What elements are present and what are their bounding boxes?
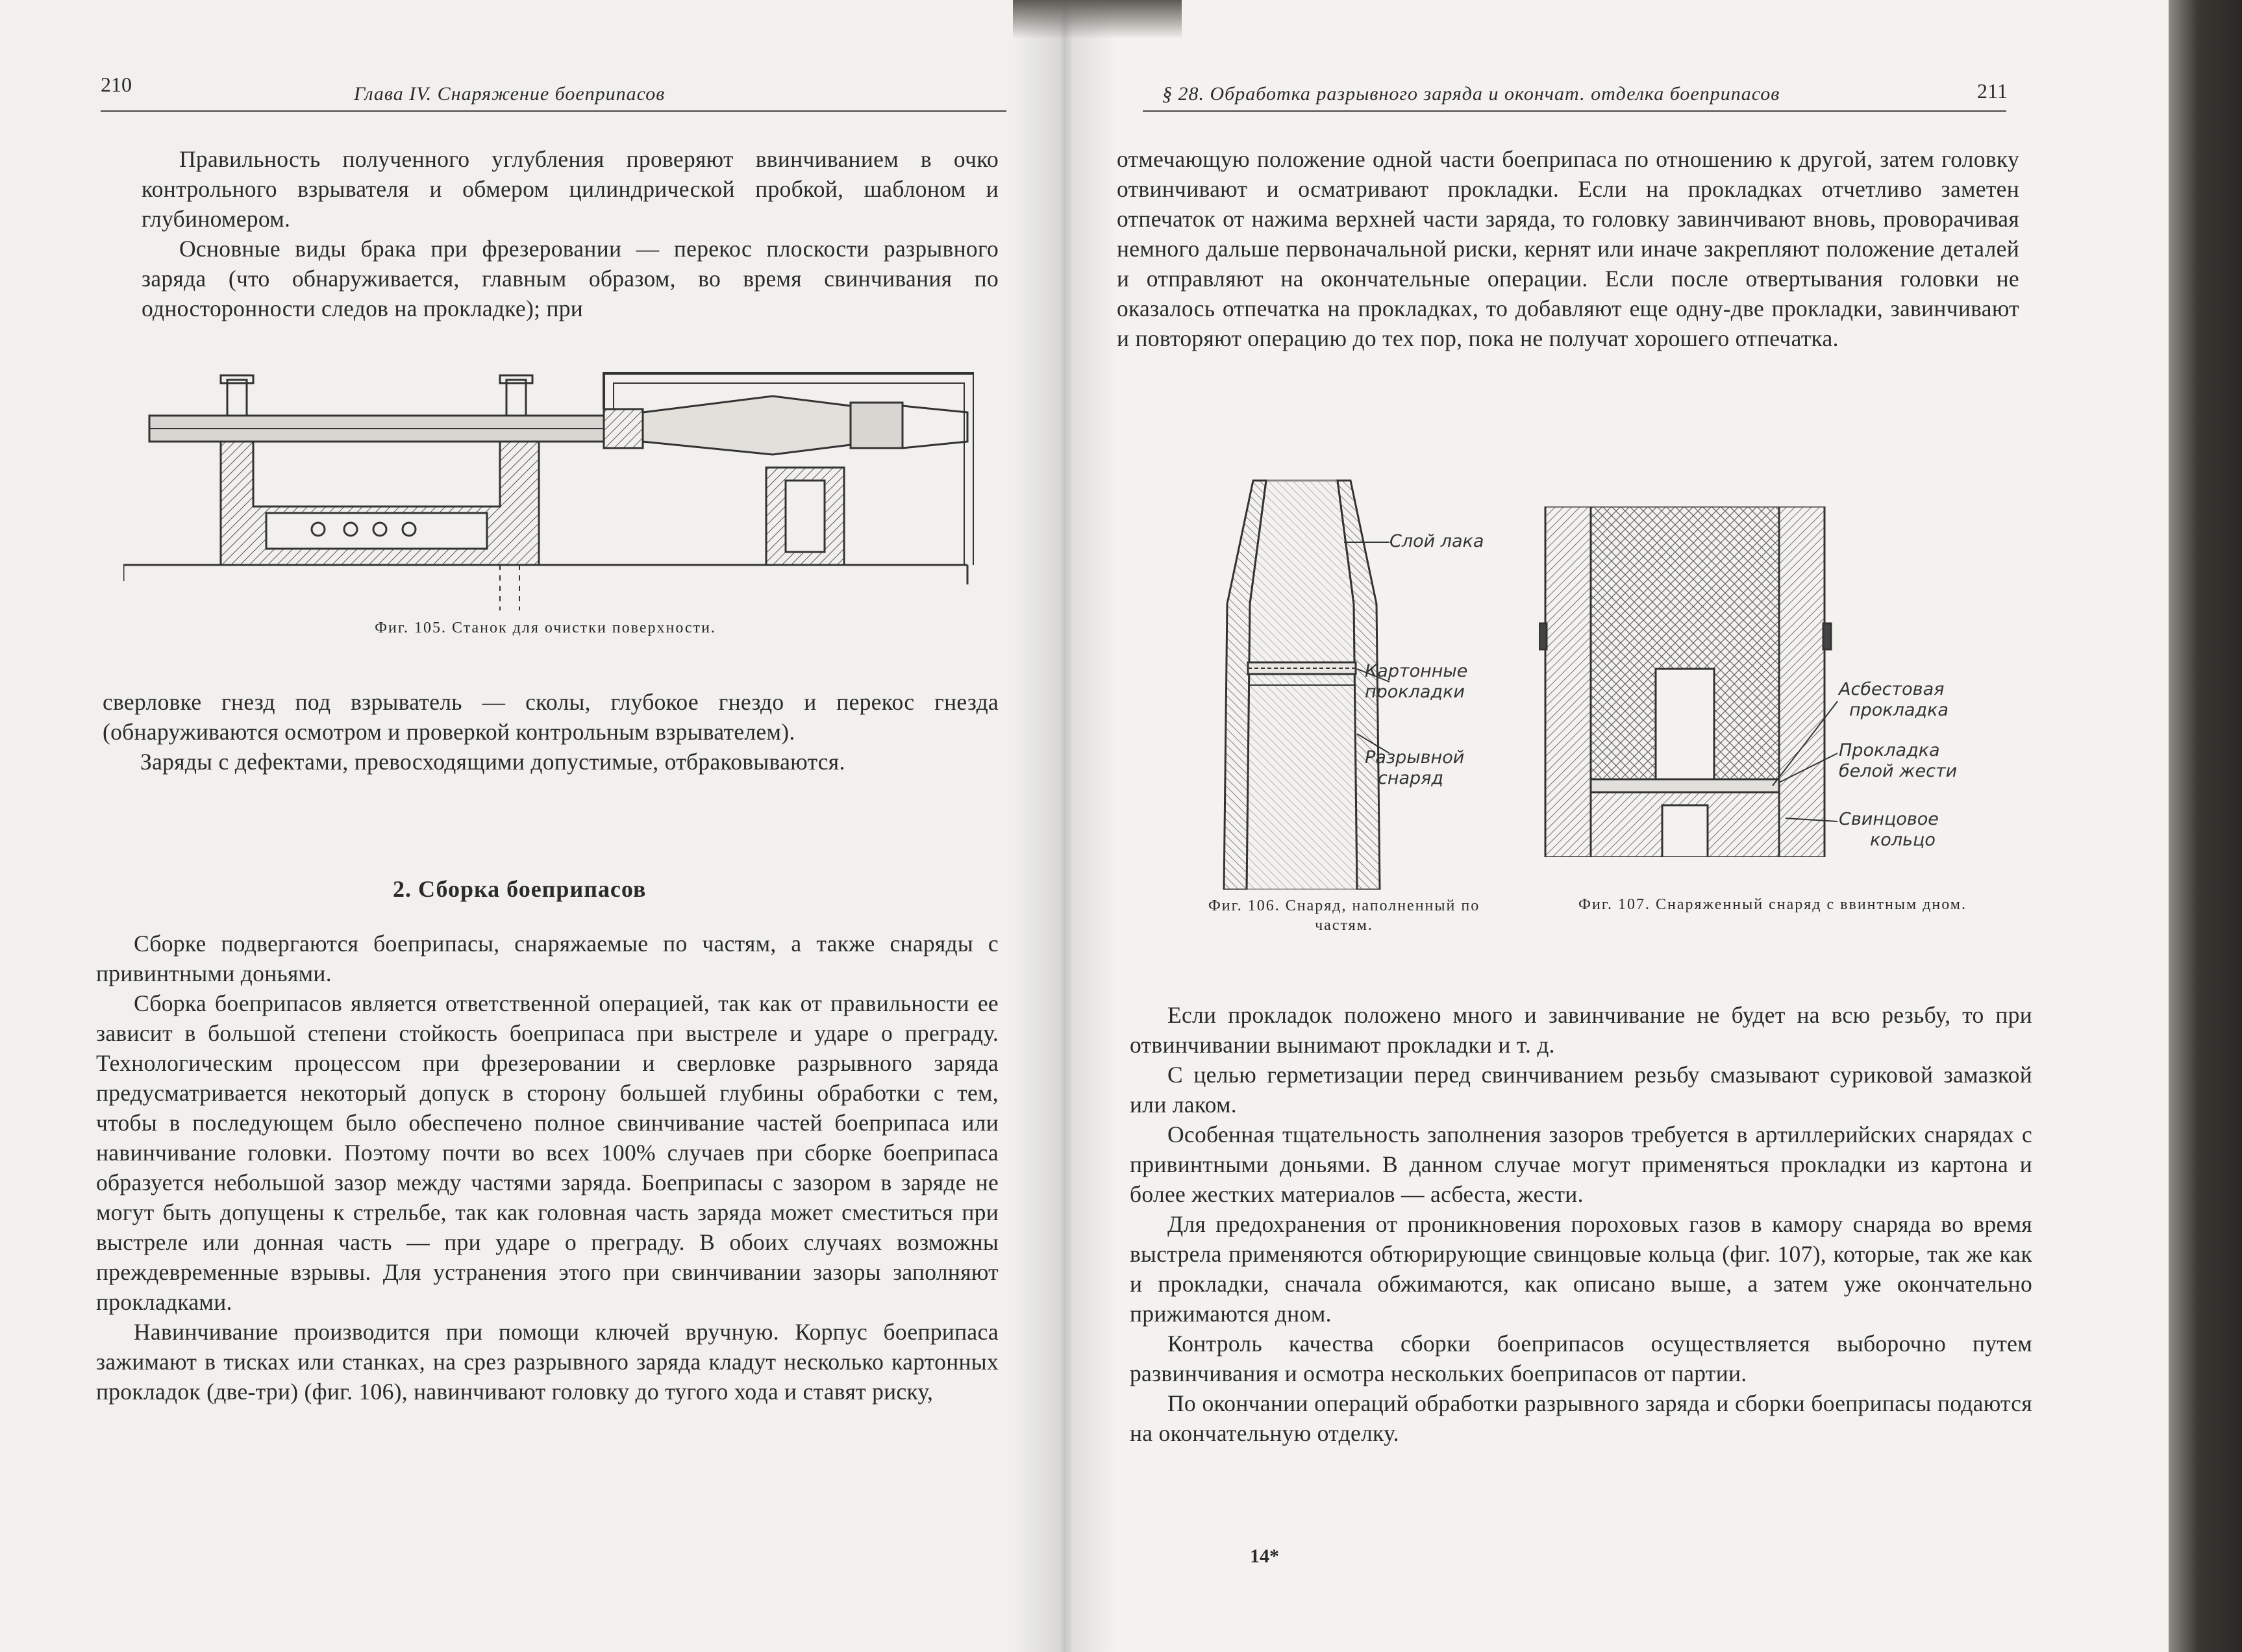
label-cardboard-pads-line2: прокладки bbox=[1365, 682, 1465, 702]
label-asbestos-pad-line2: прокладка bbox=[1849, 700, 1949, 720]
section-heading: 2. Сборка боеприпасов bbox=[393, 876, 647, 902]
paragraph: отмечающую положение одной части боеприпаса по отношению к другой, затем головку отвинчивают и осматривают прокладки. Если на прокладках отчетливо заметен отпечаток от нажима верхней части заряда, то головку завинчивают вновь, проворачивая немного дальше первоначальной риски, кернят или иначе закрепляют положение деталей и отправляют на окончательные операции. Если после отвертывания головки не оказалось отпечатка на прокладках, то добавляют еще одну-две прокладки, завинчивают и повторяют операцию до тех пор, пока не получат хорошего отпечатка. bbox=[1117, 146, 2019, 351]
left-text-middle bbox=[103, 687, 999, 777]
book-edge bbox=[2169, 0, 2242, 1652]
label-lacquer-layer: Слой лака bbox=[1389, 531, 1484, 551]
book-gutter bbox=[1013, 0, 1117, 1652]
paragraph: Если прокладок положено много и завинчивание не будет на всю резьбу, то при отвинчивании вынимают прокладки и т. д. bbox=[1130, 1002, 2032, 1058]
paragraph: Навинчивание производится при помощи ключей вручную. Корпус боеприпаса зажимают в тисках или станках, на срез разрывного заряда кладут несколько картонных прокладок (две-три) (фиг. 106), навинчивают головку до тугого хода и ставят риску, bbox=[96, 1319, 999, 1405]
figure-105-caption: Фиг. 105. Станок для очистки поверхности. bbox=[375, 620, 716, 636]
left-page-number: 210 bbox=[101, 73, 132, 96]
right-text-bottom bbox=[1130, 1000, 2032, 1448]
binding-shadow bbox=[1013, 0, 1182, 39]
paragraph: Сборке подвергаются боеприпасы, снаряжаемые по частям, а также снаряды с привинтными доньями. bbox=[96, 931, 999, 986]
paragraph: сверловке гнезд под взрыватель — сколы, глубокое гнездо и перекос гнезда (обнаруживаются осмотром и проверкой контрольным взрывателем). bbox=[103, 689, 999, 745]
paragraph: Правильность полученного углубления проверяют ввинчиванием в очко контрольного взрывателя и обмером цилиндрической пробкой, шаблоном и глубиномером. bbox=[142, 146, 999, 232]
paragraph: Заряды с дефектами, превосходящими допустимые, отбраковываются. bbox=[140, 749, 845, 775]
signature-mark: 14* bbox=[1250, 1546, 1279, 1567]
figure-107-shell-drawing bbox=[1539, 507, 2006, 857]
figure-105-machine-drawing bbox=[123, 351, 974, 610]
right-running-head: § 28. Обработка разрывного заряда и окончат. отделка боеприпасов bbox=[1162, 83, 1780, 105]
left-text-top bbox=[142, 144, 999, 323]
label-lead-ring-line1: Свинцовое bbox=[1839, 809, 1939, 829]
paragraph: Для предохранения от проникновения пороховых газов в камору снаряда во время выстрела применяются обтюрирующие свинцовые кольца (фиг. 107), которые, так же как и прокладки, сначала обжимаются, как описано выше, а затем уже окончательно прижимаются дном. bbox=[1130, 1211, 2032, 1327]
label-tinplate-pad-line1: Прокладка bbox=[1839, 740, 1940, 760]
label-asbestos-pad-line1: Асбестовая bbox=[1839, 679, 1945, 699]
paragraph: Контроль качества сборки боеприпасов осуществляется выборочно путем развинчивания и осмотра нескольких боеприпасов от партии. bbox=[1130, 1331, 2032, 1386]
paragraph: Сборка боеприпасов является ответственной операцией, так как от правильности ее зависит в большой степени стойкость боеприпаса при выстреле и ударе о преграду. Технологическим процессом при фрезеровании и сверловке разрывного заряда предусматривается некоторый допуск в сторону большей глубины обработки с тем, чтобы в последующем было обеспечено полное свинчивание частей боеприпаса или навинчивание головки. Поэтому почти во всех 100% случаев при сборке боеприпаса образуется небольшой зазор между частями заряда. Боеприпасы с зазором в заряде не могут быть допущены к стрельбе, так как головная часть заряда может сместиться при выстреле или донная часть — при ударе о преграду. В обоих случаях возможны преждевременные взрывы. Для устранения этого при свинчивании зазоры заполняют прокладками. bbox=[96, 990, 999, 1315]
right-header-rule bbox=[1143, 110, 2006, 112]
figure-106-shell-drawing bbox=[1195, 474, 1519, 890]
paragraph: С целью герметизации перед свинчиванием резьбу смазывают суриковой замазкой или лаком. bbox=[1130, 1062, 2032, 1118]
label-cardboard-pads-line1: Картонные bbox=[1365, 661, 1468, 681]
label-tinplate-pad-line2: белой жести bbox=[1839, 761, 1958, 781]
figure-107-caption: Фиг. 107. Снаряженный снаряд с ввинтным дном. bbox=[1578, 896, 1967, 913]
right-page-number: 211 bbox=[1977, 79, 2008, 103]
label-bursting-charge-line2: снаряд bbox=[1378, 768, 1444, 788]
figure-106-caption: Фиг. 106. Снаряд, наполненный по частям. bbox=[1208, 897, 1480, 934]
left-text-bottom bbox=[96, 929, 999, 1407]
paragraph: Основные виды брака при фрезеровании — перекос плоскости разрывного заряда (что обнаруживается, главным образом, во время свинчивания по односторонности следов на прокладке); при bbox=[142, 236, 999, 321]
left-running-head: Глава IV. Снаряжение боеприпасов bbox=[354, 83, 666, 105]
label-lead-ring-line2: кольцо bbox=[1870, 830, 1936, 850]
paragraph: Особенная тщательность заполнения зазоров требуется в артиллерийских снарядах с привинтными доньями. В данном случае могут применяться прокладки из картона и более жестких материалов — асбеста, жести. bbox=[1130, 1121, 2032, 1207]
label-bursting-charge-line1: Разрывной bbox=[1365, 747, 1465, 768]
left-header-rule bbox=[101, 110, 1006, 112]
right-text-top bbox=[1117, 144, 2019, 353]
paragraph: По окончании операций обработки разрывного заряда и сборки боеприпасы подаются на окончательную отделку. bbox=[1130, 1390, 2032, 1446]
